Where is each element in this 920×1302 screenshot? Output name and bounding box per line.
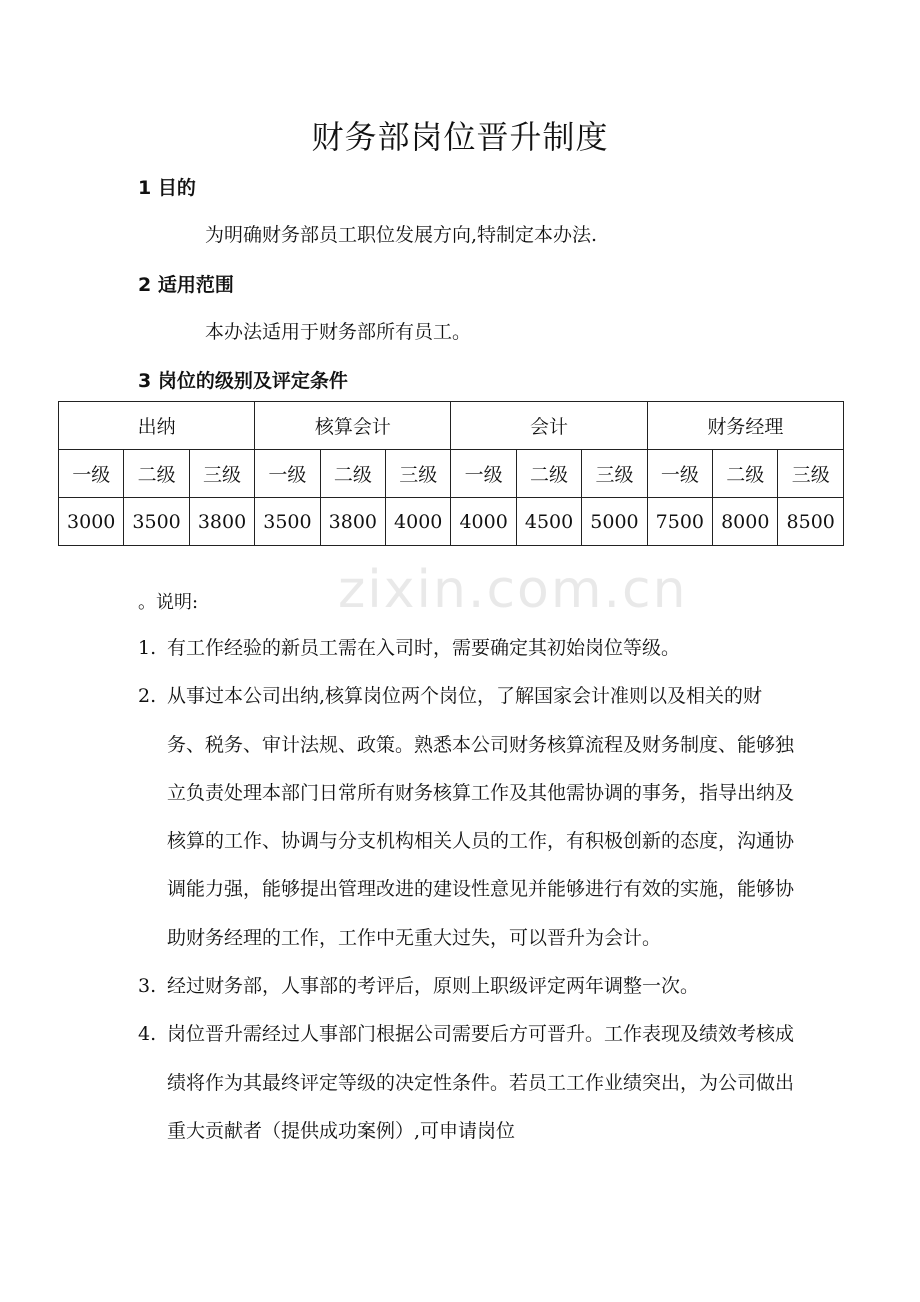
note-number: 1. [138, 637, 157, 659]
level-cell: 三级 [582, 450, 647, 498]
position-cashier: 出纳 [59, 402, 255, 450]
salary-cell: 3800 [189, 498, 254, 546]
level-cell: 二级 [124, 450, 189, 498]
salary-grade-table [58, 401, 844, 546]
position-accounting-clerk: 核算会计 [255, 402, 451, 450]
table-level-row [59, 450, 844, 498]
salary-cell: 4500 [516, 498, 581, 546]
salary-cell: 8000 [713, 498, 778, 546]
note-number: 2. [138, 685, 157, 708]
watermark: zixin.com.cn [338, 560, 688, 620]
salary-cell: 3500 [124, 498, 189, 546]
note-text: 有工作经验的新员工需在入司时，需要确定其初始岗位等级。 [167, 637, 681, 659]
note-item [138, 1010, 798, 1155]
note-item [138, 624, 798, 672]
note-item [138, 962, 798, 1010]
document-title: 财务部岗位晋升制度 [311, 118, 609, 156]
notes-title: 。说明: [138, 592, 199, 613]
note-text: 从事过本公司出纳,核算岗位两个岗位，了解国家会计准则以及相关的财务、税务、审计法规、政策。熟悉本公司财务核算流程及财务制度、能够独立负责处理本部门日常所有财务核算工作及其他需协调的事务，指导出纳及核算的工作、协调与分支机构相关人员的工作，有积极创新的态度，沟通协调能力强，能够提出管理改进的建设性意见并能够进行有效的实施，能够协助财务经理的工作，工作中无重大过失，可以晋升为会计。 [167, 685, 795, 949]
level-cell: 三级 [778, 450, 844, 498]
level-cell: 一级 [59, 450, 124, 498]
note-text: 岗位晋升需经过人事部门根据公司需要后方可晋升。工作表现及绩效考核成绩将作为其最终评定等级的决定性条件。若员工工作业绩突出，为公司做出重大贡献者（提供成功案例）,可申请岗位 [167, 1023, 795, 1142]
level-cell: 二级 [516, 450, 581, 498]
section-body-purpose: 为明确财务部员工职位发展方向,特制定本办法. [205, 224, 598, 246]
level-cell: 一级 [647, 450, 712, 498]
section-heading-purpose: 1 目的 [138, 177, 196, 199]
level-cell: 一级 [255, 450, 320, 498]
level-cell: 二级 [713, 450, 778, 498]
salary-cell: 7500 [647, 498, 712, 546]
note-number: 4. [138, 1023, 157, 1046]
table-header-row [59, 402, 844, 450]
note-item [138, 672, 798, 962]
salary-cell: 8500 [778, 498, 844, 546]
note-text: 经过财务部，人事部的考评后，原则上职级评定两年调整一次。 [167, 975, 700, 998]
salary-cell: 3000 [59, 498, 124, 546]
salary-cell: 5000 [582, 498, 647, 546]
level-cell: 三级 [189, 450, 254, 498]
notes-list [138, 624, 798, 1155]
level-cell: 二级 [320, 450, 385, 498]
position-accountant: 会计 [451, 402, 647, 450]
section-heading-levels: 3 岗位的级别及评定条件 [138, 370, 348, 392]
salary-cell: 4000 [451, 498, 516, 546]
note-number: 3. [138, 975, 157, 998]
level-cell: 三级 [386, 450, 451, 498]
table-salary-row [59, 498, 844, 546]
salary-cell: 4000 [386, 498, 451, 546]
level-cell: 一级 [451, 450, 516, 498]
section-body-scope: 本办法适用于财务部所有员工。 [205, 321, 472, 343]
salary-cell: 3800 [320, 498, 385, 546]
section-heading-scope: 2 适用范围 [138, 274, 234, 296]
salary-cell: 3500 [255, 498, 320, 546]
position-finance-manager: 财务经理 [647, 402, 843, 450]
